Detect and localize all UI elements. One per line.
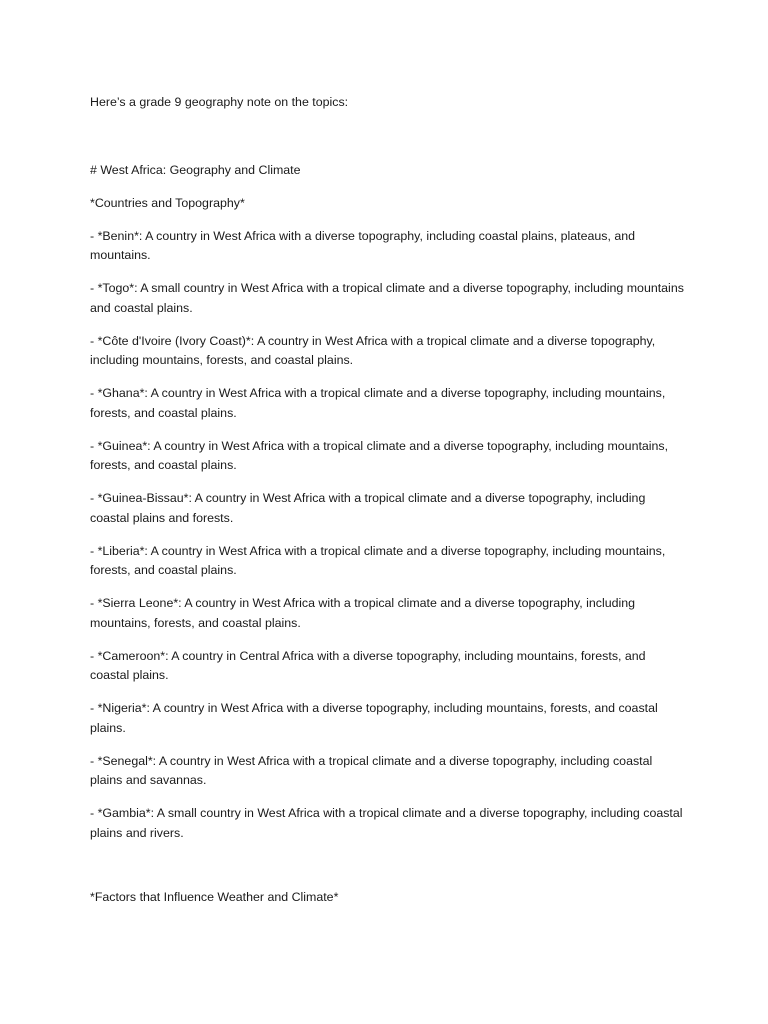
country-item-ghana: - *Ghana*: A country in West Africa with a tropical climate and a diverse topography, including mountains, forests, and coastal plains.	[90, 386, 666, 420]
document-body	[90, 93, 686, 921]
country-item-gambia: - *Gambia*: A small country in West Africa with a tropical climate and a diverse topography, including coastal plains and rivers.	[90, 806, 683, 840]
country-item-togo: - *Togo*: A small country in West Africa with a tropical climate and a diverse topography, including mountains and coastal plains.	[90, 281, 684, 315]
country-item-liberia: - *Liberia*: A country in West Africa with a tropical climate and a diverse topography, including mountains, forests, and coastal plains.	[90, 543, 666, 577]
country-item-sierra-leone: - *Sierra Leone*: A country in West Africa with a tropical climate and a diverse topography, including mountains, forests, and coastal plains.	[90, 596, 636, 630]
document-heading: # West Africa: Geography and Climate	[90, 162, 301, 177]
country-item-senegal: - *Senegal*: A country in West Africa with a tropical climate and a diverse topography, including coastal plains and savannas.	[90, 753, 653, 787]
country-item-cameroon: - *Cameroon*: A country in Central Africa with a diverse topography, including mountains, forests, and coastal plains.	[90, 648, 646, 682]
country-item-nigeria: - *Nigeria*: A country in West Africa with a diverse topography, including mountains, forests, and coastal plains.	[90, 701, 658, 735]
country-item-guinea: - *Guinea*: A country in West Africa with a tropical climate and a diverse topography, including mountains, forests, and coastal plains.	[90, 438, 669, 472]
country-item-cote-divoire: - *Côte d'Ivoire (Ivory Coast)*: A country in West Africa with a tropical climate and a diverse topography, including mountains, forests, and coastal plains.	[90, 333, 656, 367]
section-heading-countries: *Countries and Topography*	[90, 195, 245, 210]
section-heading-factors: *Factors that Influence Weather and Climate*	[90, 890, 339, 904]
country-item-benin: - *Benin*: A country in West Africa with a diverse topography, including coastal plains, plateaus, and mountains.	[90, 228, 636, 262]
intro-text: Here’s a grade 9 geography note on the topics:	[90, 95, 349, 109]
country-item-guinea-bissau: - *Guinea-Bissau*: A country in West Africa with a tropical climate and a diverse topography, including coastal plains and forests.	[90, 491, 646, 525]
